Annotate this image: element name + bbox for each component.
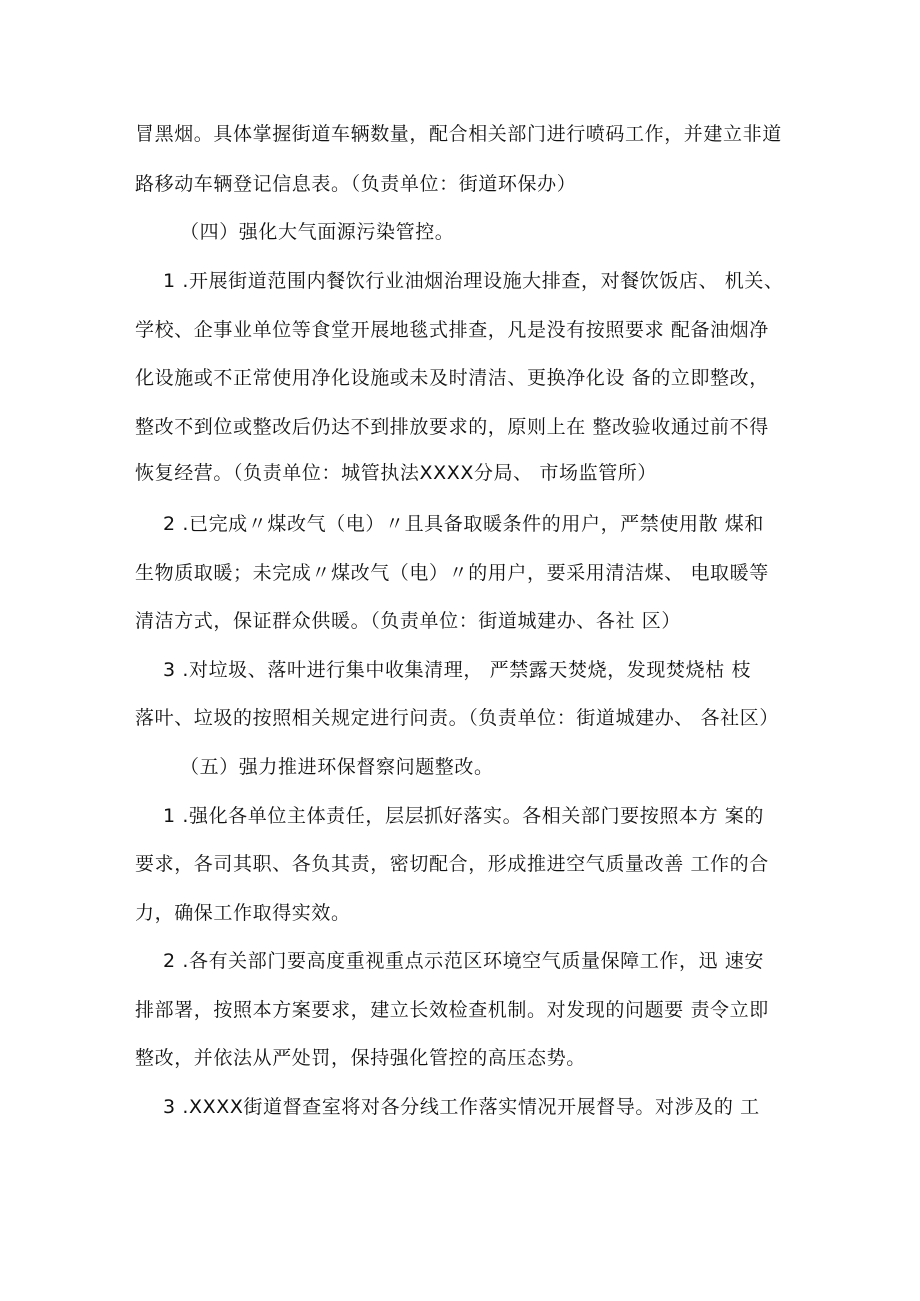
text-line: 路移动车辆登记信息表。（负责单位：街道环保办） (135, 173, 577, 195)
text-line: 1 .开展街道范围内餐饮行业油烟治理设施大排查，对餐饮饭店、 机关、 (163, 270, 784, 292)
section-heading: （四）强化大气面源污染管控。 (180, 221, 455, 243)
text-line: 3 .对垃圾、落叶进行集中收集清理， 严禁露天焚烧，发现焚烧枯 枝 (163, 659, 752, 681)
text-line: 要求，各司其职、各负其责，密切配合，形成推进空气质量改善 工作的合 (135, 853, 769, 875)
text-line: 冒黑烟。具体掌握街道车辆数量，配合相关部门进行喷码工作，并建立非道 (135, 123, 782, 145)
text-line: 1 .强化各单位主体责任，层层抓好落实。各相关部门要按照本方 案的 (163, 805, 765, 827)
text-line: 落叶、垃圾的按照相关规定进行问责。（负责单位：街道城建办、 各社区） (135, 707, 779, 729)
text-line: 整改，并依法从严处罚，保持强化管控的高压态势。 (135, 1047, 586, 1069)
text-line: 整改不到位或整改后仍达不到排放要求的，原则上在 整改验收通过前不得 (135, 416, 769, 438)
text-line: 生物质取暖；未完成〃煤改气（电）〃的用户，要采用清洁煤、 电取暖等 (135, 562, 769, 584)
section-heading: （五）强力推进环保督察问题整改。 (180, 756, 494, 778)
text-line: 学校、企事业单位等食堂开展地毯式排查，凡是没有按照要求 配备油烟净 (135, 319, 769, 341)
text-line: 排部署，按照本方案要求，建立长效检查机制。对发现的问题要 责令立即 (135, 999, 769, 1021)
text-line: 化设施或不正常使用净化设施或未及时清洁、更换净化设 备的立即整改， (135, 367, 769, 389)
text-line: 2 .各有关部门要高度重视重点示范区环境空气质量保障工作，迅 速安 (163, 950, 765, 972)
text-line: 2 .已完成〃煤改气（电）〃且具备取暖条件的用户，严禁使用散 煤和 (163, 513, 765, 535)
text-line: 3 .XXXX街道督查室将对各分线工作落实情况开展督导。对涉及的 工 (163, 1096, 760, 1118)
text-line: 力，确保工作取得实效。 (135, 902, 351, 924)
text-line: 恢复经营。（负责单位：城管执法XXXX分局、 市场监管所） (135, 462, 658, 484)
text-line: 清洁方式，保证群众供暖。（负责单位：街道城建办、各社 区） (135, 610, 681, 632)
